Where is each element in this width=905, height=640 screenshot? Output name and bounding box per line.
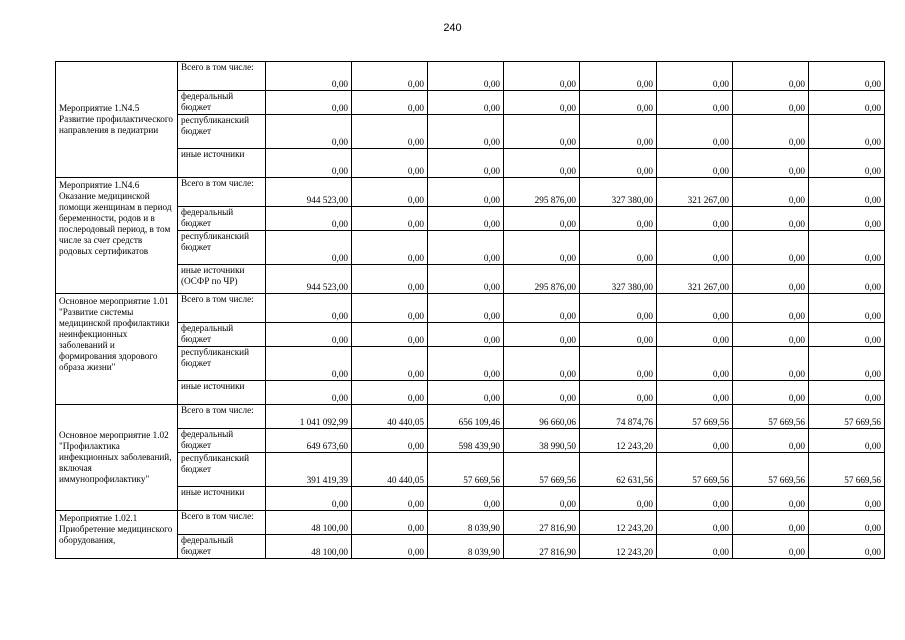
amount-cell: 57 669,56 [809,405,885,429]
amount-cell: 62 631,56 [580,453,657,487]
amount-cell: 321 267,00 [657,178,733,207]
amount-cell: 0,00 [733,429,809,453]
amount-cell: 0,00 [428,323,504,347]
amount-cell: 57 669,56 [504,453,580,487]
table-row [56,381,885,405]
amount-cell: 0,00 [733,62,809,91]
amount-cell: 0,00 [352,323,428,347]
amount-cell: 0,00 [352,149,428,178]
amount-cell: 0,00 [580,149,657,178]
amount-cell: 0,00 [657,149,733,178]
amount-cell: 944 523,00 [266,265,352,294]
amount-cell: 0,00 [809,429,885,453]
amount-cell: 38 990,50 [504,429,580,453]
amount-cell: 0,00 [266,91,352,115]
amount-cell: 0,00 [266,323,352,347]
amount-cell: 40 440,05 [352,405,428,429]
funding-source-cell: Всего в том числе: [178,405,266,429]
amount-cell: 0,00 [733,91,809,115]
amount-cell: 0,00 [809,149,885,178]
amount-cell: 0,00 [580,323,657,347]
table-row [56,91,885,115]
amount-cell: 0,00 [266,231,352,265]
amount-cell: 0,00 [580,347,657,381]
amount-cell: 0,00 [266,347,352,381]
activity-name-cell: Мероприятие 1.02.1 Приобретение медицинского оборудования, [56,511,178,559]
amount-cell: 0,00 [504,294,580,323]
amount-cell: 0,00 [733,149,809,178]
amount-cell: 0,00 [266,115,352,149]
amount-cell: 0,00 [809,535,885,559]
amount-cell: 0,00 [657,231,733,265]
amount-cell: 0,00 [809,231,885,265]
amount-cell: 0,00 [266,62,352,91]
amount-cell: 57 669,56 [733,453,809,487]
amount-cell: 57 669,56 [657,405,733,429]
amount-cell: 1 041 092,99 [266,405,352,429]
amount-cell: 0,00 [428,294,504,323]
table-row [56,207,885,231]
amount-cell: 0,00 [504,91,580,115]
amount-cell: 40 440,05 [352,453,428,487]
amount-cell: 0,00 [504,62,580,91]
amount-cell: 0,00 [352,231,428,265]
amount-cell: 0,00 [504,487,580,511]
amount-cell: 0,00 [809,178,885,207]
table-row [56,453,885,487]
amount-cell: 0,00 [657,62,733,91]
amount-cell: 48 100,00 [266,511,352,535]
amount-cell: 0,00 [428,231,504,265]
table-row [56,511,885,535]
amount-cell: 649 673,60 [266,429,352,453]
amount-cell: 0,00 [809,323,885,347]
amount-cell: 8 039,90 [428,535,504,559]
amount-cell: 0,00 [733,207,809,231]
amount-cell: 0,00 [733,381,809,405]
amount-cell: 295 876,00 [504,265,580,294]
funding-source-cell: республиканский бюджет [178,115,266,149]
amount-cell: 0,00 [504,323,580,347]
amount-cell: 0,00 [266,207,352,231]
amount-cell: 0,00 [657,511,733,535]
funding-source-cell: иные источники [178,381,266,405]
amount-cell: 0,00 [580,231,657,265]
activity-name-cell: Мероприятие 1.N4.5 Развитие профилактического направления в педиатрии [56,62,178,178]
amount-cell: 0,00 [352,347,428,381]
funding-source-cell: федеральный бюджет [178,323,266,347]
amount-cell: 295 876,00 [504,178,580,207]
budget-table [55,61,885,559]
amount-cell: 0,00 [504,207,580,231]
amount-cell: 0,00 [504,115,580,149]
amount-cell: 0,00 [580,62,657,91]
funding-source-cell: Всего в том числе: [178,294,266,323]
amount-cell: 0,00 [352,265,428,294]
amount-cell: 12 243,20 [580,511,657,535]
amount-cell: 0,00 [352,381,428,405]
amount-cell: 321 267,00 [657,265,733,294]
amount-cell: 0,00 [580,294,657,323]
amount-cell: 57 669,56 [428,453,504,487]
amount-cell: 57 669,56 [733,405,809,429]
amount-cell: 0,00 [352,62,428,91]
amount-cell: 0,00 [428,91,504,115]
amount-cell: 0,00 [266,381,352,405]
table-row [56,149,885,178]
funding-source-cell: республиканский бюджет [178,453,266,487]
table-row [56,487,885,511]
amount-cell: 0,00 [504,149,580,178]
funding-source-cell: республиканский бюджет [178,347,266,381]
activity-name-cell: Основное мероприятие 1.01 "Развитие системы медицинской профилактики неинфекционных заболеваний и формирования здорового образа жизни" [56,294,178,405]
funding-source-cell: иные источники [178,149,266,178]
funding-source-cell: федеральный бюджет [178,535,266,559]
amount-cell: 74 874,76 [580,405,657,429]
amount-cell: 57 669,56 [809,453,885,487]
amount-cell: 0,00 [657,347,733,381]
amount-cell: 0,00 [266,149,352,178]
amount-cell: 0,00 [733,323,809,347]
amount-cell: 0,00 [428,347,504,381]
amount-cell: 391 419,39 [266,453,352,487]
amount-cell: 0,00 [809,487,885,511]
amount-cell: 0,00 [428,381,504,405]
amount-cell: 0,00 [428,265,504,294]
amount-cell: 0,00 [504,347,580,381]
amount-cell: 0,00 [657,487,733,511]
amount-cell: 0,00 [657,429,733,453]
amount-cell: 0,00 [428,149,504,178]
amount-cell: 0,00 [428,62,504,91]
funding-source-cell: Всего в том числе: [178,178,266,207]
amount-cell: 12 243,20 [580,429,657,453]
funding-source-cell: федеральный бюджет [178,207,266,231]
funding-source-cell: иные источники (ОСФР по ЧР) [178,265,266,294]
amount-cell: 0,00 [352,207,428,231]
funding-source-cell: Всего в том числе: [178,62,266,91]
amount-cell: 0,00 [580,115,657,149]
amount-cell: 0,00 [352,487,428,511]
amount-cell: 0,00 [657,294,733,323]
activity-name-cell: Мероприятие 1.N4.6 Оказание медицинской помощи женщинам в период беременности, родов и в послеродовый период, в том числе за счет средств родовых сертификатов [56,178,178,294]
table-row [56,231,885,265]
amount-cell: 944 523,00 [266,178,352,207]
amount-cell: 0,00 [657,115,733,149]
amount-cell: 0,00 [657,381,733,405]
amount-cell: 27 816,90 [504,511,580,535]
amount-cell: 0,00 [657,91,733,115]
amount-cell: 8 039,90 [428,511,504,535]
amount-cell: 327 380,00 [580,265,657,294]
amount-cell: 0,00 [352,115,428,149]
funding-source-cell: Всего в том числе: [178,511,266,535]
amount-cell: 0,00 [733,265,809,294]
amount-cell: 0,00 [352,429,428,453]
amount-cell: 0,00 [428,207,504,231]
amount-cell: 0,00 [733,535,809,559]
amount-cell: 598 439,90 [428,429,504,453]
amount-cell: 0,00 [580,381,657,405]
amount-cell: 0,00 [504,231,580,265]
amount-cell: 0,00 [580,487,657,511]
table-row [56,115,885,149]
table-row [56,62,885,91]
amount-cell: 96 660,06 [504,405,580,429]
amount-cell: 0,00 [504,381,580,405]
amount-cell: 0,00 [809,91,885,115]
amount-cell: 57 669,56 [657,453,733,487]
funding-source-cell: иные источники [178,487,266,511]
amount-cell: 327 380,00 [580,178,657,207]
amount-cell: 27 816,90 [504,535,580,559]
table-row [56,323,885,347]
funding-source-cell: федеральный бюджет [178,429,266,453]
table-row [56,429,885,453]
amount-cell: 0,00 [352,294,428,323]
amount-cell: 0,00 [352,178,428,207]
amount-cell: 0,00 [580,91,657,115]
amount-cell: 0,00 [657,535,733,559]
amount-cell: 0,00 [809,347,885,381]
funding-source-cell: республиканский бюджет [178,231,266,265]
amount-cell: 656 109,46 [428,405,504,429]
table-row [56,294,885,323]
amount-cell: 0,00 [657,207,733,231]
amount-cell: 0,00 [733,347,809,381]
amount-cell: 0,00 [809,265,885,294]
table-row [56,535,885,559]
amount-cell: 0,00 [352,91,428,115]
amount-cell: 12 243,20 [580,535,657,559]
amount-cell: 0,00 [733,178,809,207]
amount-cell: 0,00 [428,487,504,511]
amount-cell: 0,00 [733,294,809,323]
table-row [56,178,885,207]
amount-cell: 0,00 [809,381,885,405]
amount-cell: 0,00 [809,207,885,231]
amount-cell: 0,00 [809,62,885,91]
amount-cell: 0,00 [352,511,428,535]
amount-cell: 0,00 [266,294,352,323]
amount-cell: 0,00 [266,487,352,511]
funding-source-cell: федеральный бюджет [178,91,266,115]
activity-name-cell: Основное мероприятие 1.02 "Профилактика инфекционных заболеваний, включая иммунопрофилактику" [56,405,178,511]
amount-cell: 0,00 [428,178,504,207]
table-row [56,405,885,429]
amount-cell: 0,00 [733,231,809,265]
amount-cell: 0,00 [809,115,885,149]
amount-cell: 0,00 [733,115,809,149]
amount-cell: 0,00 [733,487,809,511]
amount-cell: 0,00 [657,323,733,347]
amount-cell: 0,00 [580,207,657,231]
amount-cell: 0,00 [428,115,504,149]
table-row [56,347,885,381]
table-row [56,265,885,294]
amount-cell: 0,00 [809,511,885,535]
amount-cell: 48 100,00 [266,535,352,559]
amount-cell: 0,00 [809,294,885,323]
amount-cell: 0,00 [352,535,428,559]
amount-cell: 0,00 [733,511,809,535]
page-number: 240 [443,22,462,34]
